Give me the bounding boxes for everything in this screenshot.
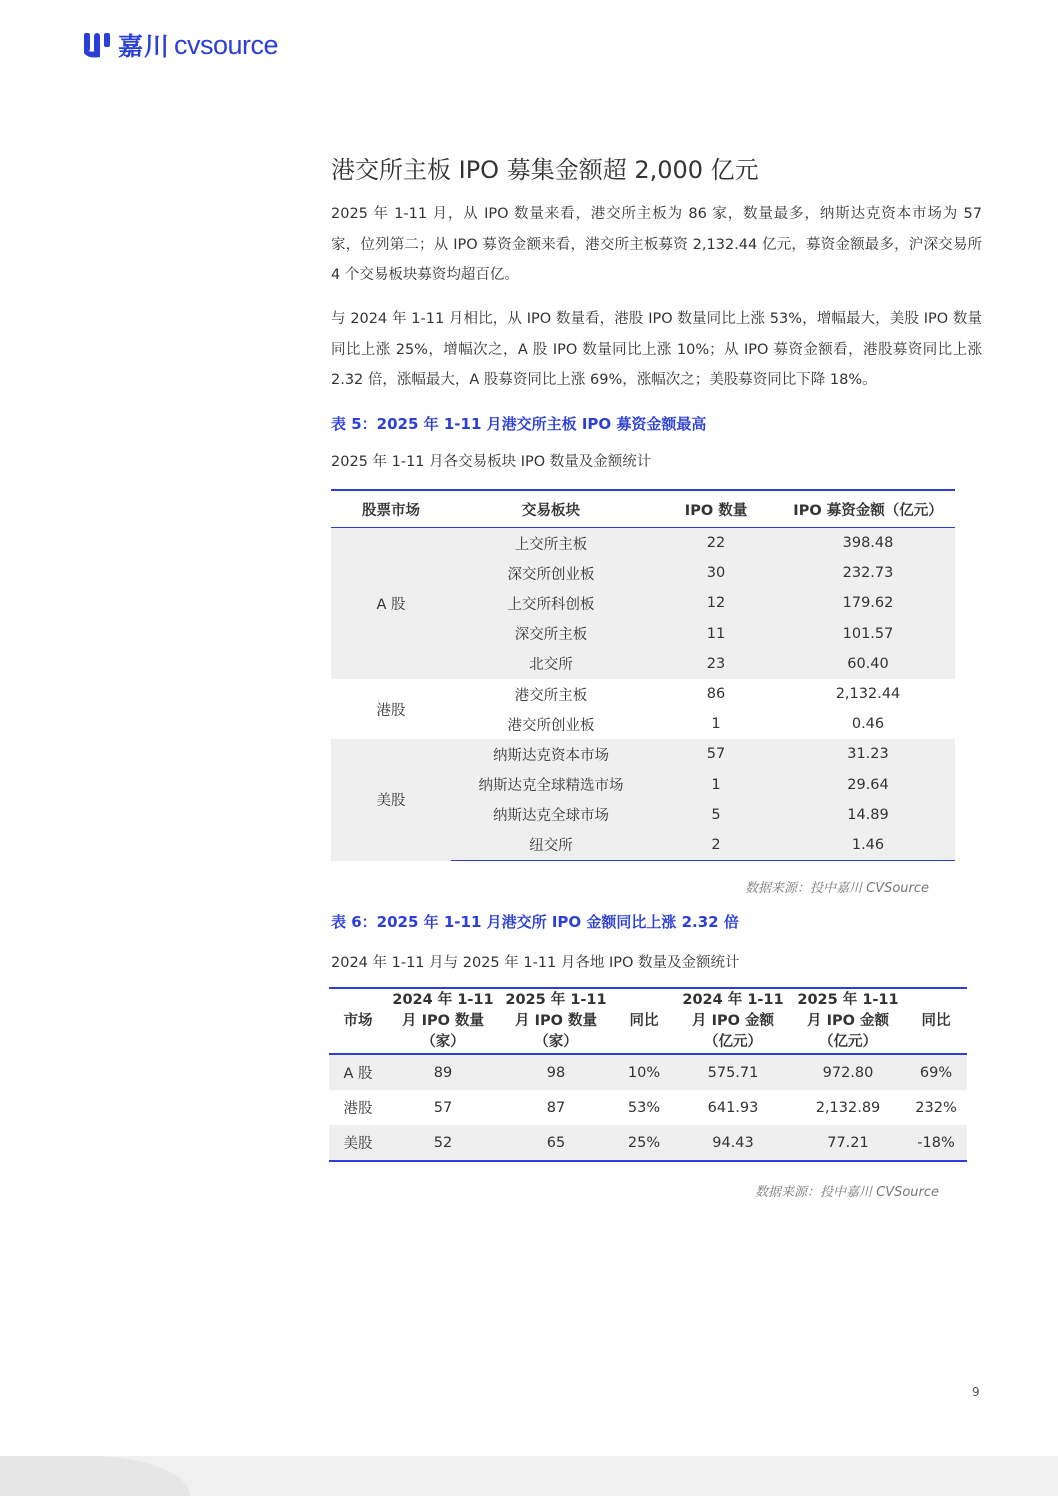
value-cell: 641.93 [707,1099,759,1116]
footer-band [0,1456,1058,1496]
board-cell: 北交所 [451,649,651,679]
value-cell: 77.21 [791,1125,905,1161]
header-amount-yoy: 同比 [905,988,967,1054]
table-row [331,739,955,769]
table-row [331,528,955,559]
header-count-2024: 2024 年 1-11 月 IPO 数量（家） [387,988,499,1054]
paragraph-2: 与 2024 年 1-11 月相比，从 IPO 数量看，港股 IPO 数量同比上涨 53%，增幅最大，美股 IPO 数量同比上涨 25%，增幅次之，A 股 IPO 数量同比上涨 10%；从 IPO 募资金额看，港股募资同比上涨 2.32 倍，涨幅最大，A 股募资同比上涨 69%，涨幅次之；美股募资同比下降 18%。 [331,311,982,388]
count-cell: 5 [651,800,781,830]
table-row [331,679,955,709]
count-cell: 57 [651,739,781,769]
amount-cell: 179.62 [781,588,955,618]
footer-wedge [0,1456,190,1496]
value-cell: 94.43 [675,1125,791,1161]
market-cell: 港股 [343,1101,373,1117]
table-row [329,1054,967,1090]
amount-cell: 1.46 [781,830,955,861]
value-cell: 972.80 [791,1054,905,1090]
amount-cell: 31.23 [781,739,955,769]
amount-cell: 232.73 [781,558,955,588]
amount-cell: 14.89 [781,800,955,830]
header-amount-2024: 2024 年 1-11 月 IPO 金额（亿元） [675,988,791,1054]
value-cell: 98 [499,1054,613,1090]
header-count-yoy: 同比 [613,988,675,1054]
table-row [329,1090,967,1125]
header-board: 交易板块 [451,490,651,528]
header-count-2025: 2025 年 1-11 月 IPO 数量（家） [499,988,613,1054]
board-cell: 纽交所 [451,830,651,861]
amount-cell: 0.46 [851,716,885,733]
board-cell: 纳斯达克全球市场 [451,800,651,830]
section-heading: 港交所主板 IPO 募集金额超 2,000 亿元 [331,156,759,184]
cvsource-logo-icon [82,30,112,60]
ipo-yoy-table [329,987,967,1162]
table-header-row [331,490,955,528]
header-amount-2025: 2025 年 1-11 月 IPO 金额（亿元） [791,988,905,1054]
header-market: 市场 [329,988,387,1054]
value-cell: 10% [613,1054,675,1090]
ipo-board-table [331,489,955,861]
count-cell: 22 [651,528,781,559]
count-cell: 23 [651,649,781,679]
logo-text-en: cvsource [174,29,279,60]
value-cell: 57 [433,1099,453,1116]
page-number: 9 [972,1385,980,1399]
amount-cell: 2,132.44 [835,686,901,703]
board-cell: 上交所科创板 [451,588,651,618]
market-cell: 港股 [376,702,406,719]
board-cell: 港交所创业板 [507,717,595,734]
paragraph-1: 2025 年 1-11 月，从 IPO 数量来看，港交所主板为 86 家，数量最多，纳斯达克资本市场为 57 家，位列第二；从 IPO 募资金额来看，港交所主板募资 2,132.44 亿元，募资金额最多，沪深交易所 4 个交易板块募资均超百亿。 [331,206,982,283]
value-cell: 25% [613,1125,675,1161]
table5-caption: 表 5：2025 年 1-11 月港交所主板 IPO 募资金额最高 [331,415,707,433]
count-cell: 1 [651,770,781,800]
table-row [329,1125,967,1161]
count-cell: 30 [651,558,781,588]
count-cell: 11 [651,619,781,649]
amount-cell: 29.64 [781,770,955,800]
market-cell: 美股 [331,739,451,860]
header-ipo-amount: IPO 募资金额（亿元） [781,490,955,528]
value-cell: 65 [499,1125,613,1161]
table6-caption: 表 6：2025 年 1-11 月港交所 IPO 金额同比上涨 2.32 倍 [331,913,739,931]
header-market: 股票市场 [331,490,451,528]
table-header-row [329,988,967,1054]
header-ipo-count: IPO 数量 [651,490,781,528]
count-cell: 1 [711,716,721,733]
table5-subtitle: 2025 年 1-11 月各交易板块 IPO 数量及金额统计 [331,454,652,470]
count-cell: 2 [651,830,781,861]
board-cell: 纳斯达克资本市场 [451,739,651,769]
value-cell: 232% [915,1099,957,1116]
amount-cell: 398.48 [781,528,955,559]
logo-text-cn: 嘉川 [118,32,171,61]
board-cell: 深交所创业板 [451,558,651,588]
board-cell: 深交所主板 [451,619,651,649]
market-cell: 美股 [329,1125,387,1161]
board-cell: 上交所主板 [451,528,651,559]
board-cell: 纳斯达克全球精选市场 [451,770,651,800]
value-cell: 69% [905,1054,967,1090]
market-cell: A 股 [329,1054,387,1090]
amount-cell: 60.40 [781,649,955,679]
table6-source: 数据来源：投中嘉川 CVSource [755,1185,940,1200]
table5-source: 数据来源：投中嘉川 CVSource [745,881,930,896]
value-cell: 53% [627,1099,661,1116]
table6-subtitle: 2024 年 1-11 月与 2025 年 1-11 月各地 IPO 数量及金额统计 [331,955,740,971]
count-cell: 12 [651,588,781,618]
value-cell: 89 [387,1054,499,1090]
count-cell: 86 [706,686,726,703]
board-cell: 港交所主板 [514,687,588,704]
value-cell: 87 [546,1099,566,1116]
value-cell: 575.71 [675,1054,791,1090]
value-cell: 2,132.89 [815,1099,881,1116]
brand-logo [82,28,278,62]
value-cell: -18% [905,1125,967,1161]
market-cell: A 股 [331,528,451,679]
value-cell: 52 [387,1125,499,1161]
amount-cell: 101.57 [781,619,955,649]
